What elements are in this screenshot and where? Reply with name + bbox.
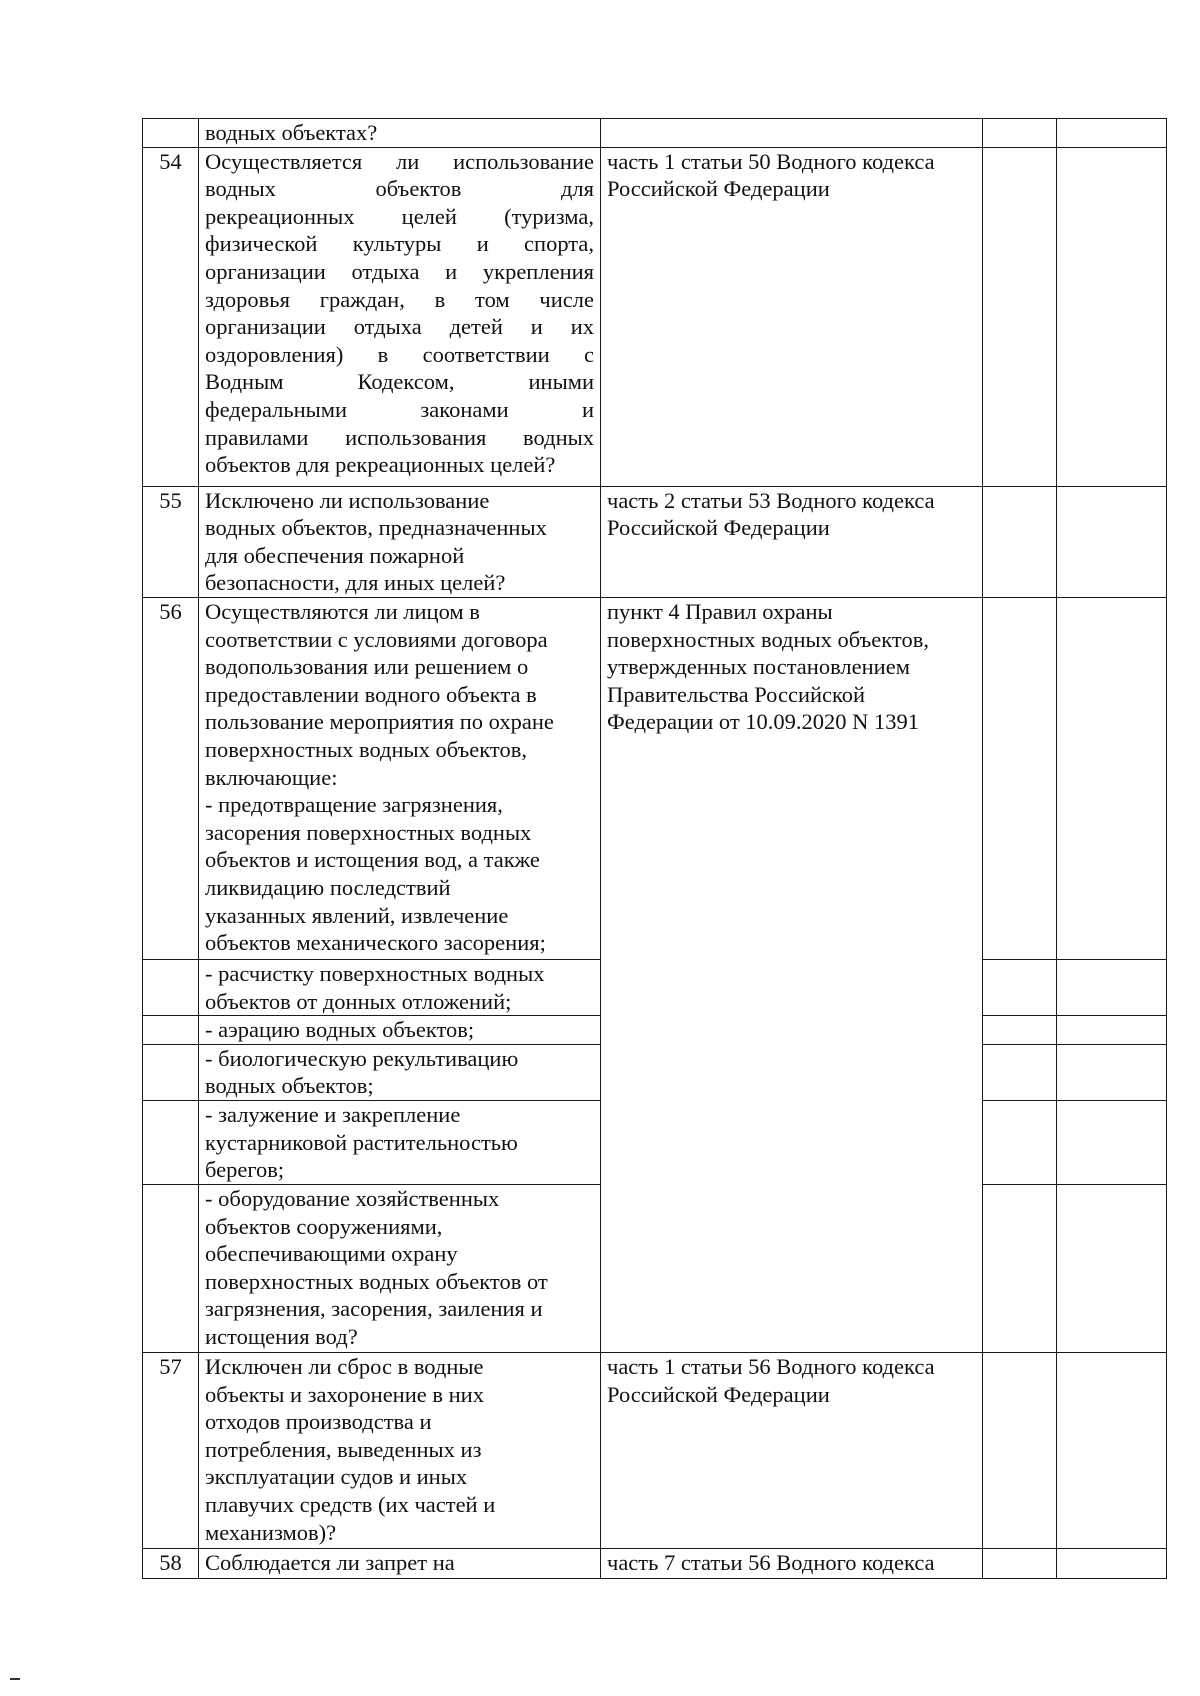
note-cell	[1057, 1016, 1167, 1045]
reference-cell	[601, 119, 983, 148]
reference-cell	[601, 1352, 983, 1548]
document-sheet	[142, 118, 1166, 1579]
question-cell	[199, 597, 601, 959]
note-cell	[1057, 1548, 1167, 1578]
question-line: оздоровления) в соответствии с	[205, 341, 594, 367]
question-line: Исключено ли использование	[205, 487, 490, 513]
reference-line: пункт 4 Правил охраны	[607, 598, 833, 624]
question-line: правилами использования водных	[205, 424, 594, 450]
question-line: кустарниковой растительностью	[205, 1129, 518, 1155]
answer-cell	[983, 1044, 1057, 1100]
question-line: механизмов)?	[205, 1519, 337, 1545]
reference-line: Российской Федерации	[607, 176, 830, 202]
answer-cell	[983, 597, 1057, 959]
row-number-cell	[143, 119, 199, 148]
question-line: водных объектов, предназначенных	[205, 515, 547, 541]
question-line: - биологическую рекультивацию	[205, 1045, 519, 1071]
reference-line: часть 1 статьи 50 Водного кодекса	[607, 148, 935, 174]
reference-line: Российской Федерации	[607, 515, 830, 541]
table-row	[143, 597, 1167, 959]
answer-cell	[983, 119, 1057, 148]
checklist-table	[142, 118, 1167, 1579]
question-line: Осуществляются ли лицом в	[205, 598, 480, 624]
question-line: указанных явлений, извлечение	[205, 902, 509, 928]
question-line: физической культуры и спорта,	[205, 231, 594, 257]
table-row	[143, 486, 1167, 597]
question-line: потребления, выведенных из	[205, 1436, 482, 1462]
question-line: ликвидацию последствий	[205, 874, 451, 900]
question-cell	[199, 1044, 601, 1100]
question-cell	[199, 959, 601, 1015]
question-line: предоставлении водного объекта в	[205, 681, 537, 707]
reference-line: часть 1 статьи 56 Водного кодекса	[607, 1353, 935, 1379]
answer-cell	[983, 147, 1057, 486]
reference-cell	[601, 597, 983, 1352]
question-line: объектов от донных отложений;	[205, 988, 512, 1014]
question-line: водных объектов для	[205, 176, 594, 202]
question-cell	[199, 1548, 601, 1578]
question-line: Осуществляется ли использование	[205, 148, 594, 174]
question-line: Исключен ли сброс в водные	[205, 1353, 484, 1379]
question-line: объектов механического засорения;	[205, 930, 546, 956]
table-row	[143, 119, 1167, 148]
question-line: загрязнения, засорения, заиления и	[205, 1296, 543, 1322]
note-cell	[1057, 597, 1167, 959]
question-line: обеспечивающими охрану	[205, 1241, 458, 1267]
answer-cell	[983, 1352, 1057, 1548]
row-number-cell	[143, 959, 199, 1015]
row-number-cell: 54	[143, 147, 199, 486]
question-line: пользование мероприятия по охране	[205, 709, 554, 735]
question-line: засорения поверхностных водных	[205, 819, 532, 845]
note-cell	[1057, 147, 1167, 486]
question-line: рекреационных целей (туризма,	[205, 203, 594, 229]
row-number-cell	[143, 1100, 199, 1184]
question-cell	[199, 1100, 601, 1184]
table-row	[143, 1548, 1167, 1578]
question-text: водных объектах?	[205, 120, 378, 145]
question-line: объектов для рекреационных целей?	[205, 452, 556, 478]
question-cell	[199, 1016, 601, 1045]
question-line: Соблюдается ли запрет на	[205, 1549, 455, 1575]
answer-cell	[983, 1184, 1057, 1352]
reference-line: часть 2 статьи 53 Водного кодекса	[607, 487, 935, 513]
question-line: берегов;	[205, 1157, 285, 1183]
question-line: включающие:	[205, 764, 338, 790]
question-line: - аэрацию водных объектов;	[205, 1017, 475, 1043]
question-line: - расчистку поверхностных водных	[205, 960, 545, 986]
question-cell	[199, 119, 601, 148]
note-cell	[1057, 486, 1167, 597]
reference-line: утвержденных постановлением	[607, 654, 910, 680]
row-number-cell	[143, 1184, 199, 1352]
question-line: объектов и истощения вод, а также	[205, 847, 540, 873]
question-line: истощения вод?	[205, 1323, 358, 1349]
question-line: поверхностных водных объектов,	[205, 736, 527, 762]
table-row	[143, 147, 1167, 486]
row-number-cell: 55	[143, 486, 199, 597]
question-line: Водным Кодексом, иными	[205, 369, 594, 395]
question-line: поверхностных водных объектов от	[205, 1268, 548, 1294]
question-line: эксплуатации судов и иных	[205, 1464, 468, 1490]
answer-cell	[983, 1548, 1057, 1578]
question-line: федеральными законами и	[205, 396, 594, 422]
answer-cell	[983, 1016, 1057, 1045]
reference-cell	[601, 486, 983, 597]
question-line: для обеспечения пожарной	[205, 542, 465, 568]
question-line: - предотвращение загрязнения,	[205, 792, 503, 818]
row-number-cell	[143, 1044, 199, 1100]
scan-mark	[10, 1678, 20, 1680]
question-line: организации отдыха детей и их	[205, 314, 594, 340]
answer-cell	[983, 486, 1057, 597]
question-line: здоровья граждан, в том числе	[205, 286, 594, 312]
note-cell	[1057, 959, 1167, 1015]
reference-line: часть 7 статьи 56 Водного кодекса	[607, 1549, 935, 1575]
reference-cell	[601, 147, 983, 486]
question-cell	[199, 1184, 601, 1352]
reference-line: Правительства Российской	[607, 681, 866, 707]
question-cell	[199, 486, 601, 597]
reference-line: поверхностных водных объектов,	[607, 626, 929, 652]
question-line: соответствии с условиями договора	[205, 626, 548, 652]
question-line: объектов сооружениями,	[205, 1213, 443, 1239]
reference-cell	[601, 1548, 983, 1578]
question-line: объекты и захоронение в них	[205, 1381, 484, 1407]
answer-cell	[983, 1100, 1057, 1184]
question-line: плавучих средств (их частей и	[205, 1491, 496, 1517]
question-line: - оборудование хозяйственных	[205, 1185, 500, 1211]
table-row	[143, 1352, 1167, 1548]
question-cell	[199, 1352, 601, 1548]
note-cell	[1057, 1184, 1167, 1352]
row-number-cell: 57	[143, 1352, 199, 1548]
question-line: безопасности, для иных целей?	[205, 570, 506, 596]
note-cell	[1057, 1100, 1167, 1184]
question-line: - залужение и закрепление	[205, 1101, 461, 1127]
question-line: водопользования или решением о	[205, 654, 529, 680]
question-line: водных объектов;	[205, 1073, 374, 1099]
reference-line: Российской Федерации	[607, 1381, 830, 1407]
note-cell	[1057, 1044, 1167, 1100]
answer-cell	[983, 959, 1057, 1015]
row-number-cell	[143, 1016, 199, 1045]
question-line: организации отдыха и укрепления	[205, 258, 594, 284]
reference-line: Федерации от 10.09.2020 N 1391	[607, 709, 920, 735]
row-number-cell: 56	[143, 597, 199, 959]
row-number-cell: 58	[143, 1548, 199, 1578]
note-cell	[1057, 119, 1167, 148]
question-line: отходов производства и	[205, 1409, 432, 1435]
note-cell	[1057, 1352, 1167, 1548]
question-cell	[199, 147, 601, 486]
